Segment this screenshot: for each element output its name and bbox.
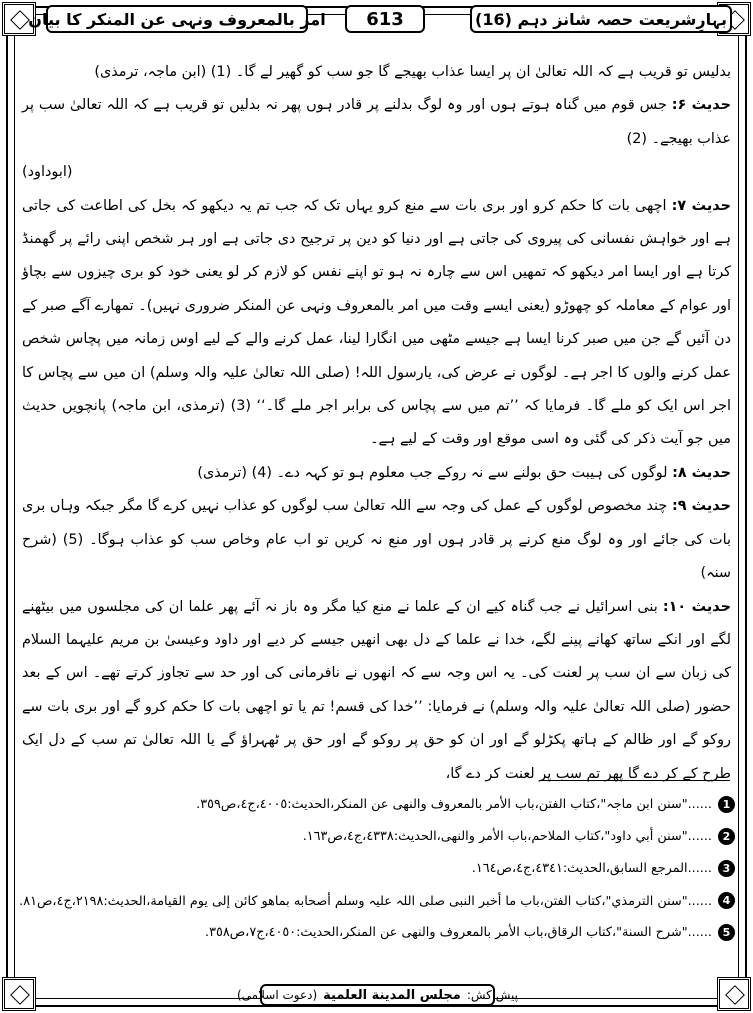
footnote-item xyxy=(30,820,735,852)
footnote-separator xyxy=(540,780,730,781)
corner-ornament xyxy=(2,977,36,1011)
corner-ornament xyxy=(717,977,751,1011)
footnote-text: ......"شرح السنة"،کتاب الرقاق،باب الأمر بالمعروف والنهی عن المنکر،الحدیث:٤٠٥٠،ج٧،ص٣٥٨. xyxy=(205,925,712,941)
footnotes xyxy=(19,788,735,949)
hadith-6 xyxy=(22,89,731,189)
footnote-text: ......"سنن الترمذي"،کتاب الفتن،باب ما أخبر النبی صلی اللہ علیہ وسلم أصحابه بماهو کائن إلی یوم القیامة،الحدیث:٢١٩٨،ج٤،ص٨١. xyxy=(19,893,712,909)
intro-reference: (ابن ماجہ، ترمذی) xyxy=(94,64,207,80)
hadith-6-text: جس قوم میں گناہ ہوتے ہوں اور وہ لوگ بدلنے پر قادر ہوں پھر نہ بدلیں تو قریب ہے کہ اللہ تعالیٰ سب پر عذاب بھیجے۔ (2) xyxy=(22,97,731,147)
hadith-9-text: چند مخصوص لوگوں کے عمل کی وجہ سے اللہ تعالیٰ سب لوگوں کو عذاب نہیں کرے گا مگر جبکہ وہاں بری بات کی جائے اور وہ لوگ منع کرنے پر قادر ہوں اور منع نہ کریں تو اب عام وخاص سب کو عذاب ہوگا۔ (5) xyxy=(22,498,731,548)
hadith-6-label: حدیث ۶: xyxy=(671,97,731,114)
footnote-item xyxy=(30,852,735,884)
publisher-name: مجلس المدینة العلمیة xyxy=(323,987,461,1003)
hadith-10-label: حدیث ۱۰: xyxy=(662,598,731,615)
hadith-10 xyxy=(22,591,731,791)
footnote-text: ......المرجع السابق،الحدیث:٤٣٤١،ج٤،ص١٦٤. xyxy=(471,860,712,876)
hadith-8-text: لوگوں کی ہیبت حق بولنے سے نہ روکے جب معلوم ہو تو کہہ دے۔ (4) xyxy=(251,464,668,481)
hadith-7-reference: (ترمذی، ابن ماجہ) پانچویں حدیث میں جو آیت ذکر کی گئی وہ اسی موقع اور وقت کے لیے ہے۔ xyxy=(22,398,731,448)
hadith-6-reference: (ابوداود) xyxy=(22,164,73,181)
page-number: 613 xyxy=(366,8,404,30)
footnote-item xyxy=(30,917,735,949)
footnote-item xyxy=(30,788,735,820)
hadith-9-reference: (شرح سنہ) xyxy=(22,531,731,582)
footnote-number: 2 xyxy=(718,828,735,845)
hadith-9 xyxy=(22,490,731,590)
book-title: بہارِشریعت حصہ شانز دہم (16) xyxy=(475,9,727,29)
book-title-header xyxy=(470,5,732,33)
footnote-text: ......"سنن ابن ماجہ"،کتاب الفتن،باب الأمر بالمعروف والنهی عن المنکر،الحدیث:٤٠٠٥،ج٤،ص٣٥٩. xyxy=(196,797,712,813)
hadith-9-label: حدیث ۹: xyxy=(671,498,731,515)
hadith-8-label: حدیث ۸: xyxy=(672,464,731,481)
intro-paragraph xyxy=(22,56,731,89)
hadith-7-text: اچھی بات کا حکم کرو اور بری بات سے منع کرو یہاں تک کہ جب تم یہ دیکھو کہ بخل کی اطاعت کی جاتی ہے اور خواہش نفسانی کی پیروی کی جاتی ہے اور دنیا کو دین پر ترجیح دی جاتی ہے اور ہر شخص اپنی رائے پر گھمنڈ کرتا ہے اور ایسا امر دیکھو کہ تمھیں اس سے چارہ نہ ہو تو اپنے نفس کو لازم کر لو یعنی خود کو بری چیزوں سے بچاؤ اور عوام کے معاملہ کو چھوڑو (یعنی ایسے وقت میں امر بالمعروف ونہی عن المنکر ضروری نہیں)۔ تمھارے آگے صبر کے دن آئیں گے جن میں صبر کرنا ایسا ہے جیسے مٹھی میں انگارا لینا، عمل کرنے والے کے لیے اوس زمانہ میں پچاس شخص عمل کرنے والوں کا اجر ہے۔ لوگوں نے عرض کی، یارسول اللہ! (صلی اللہ تعالیٰ علیہ والہ وسلم) ان میں سے پچاس کا اجر اس ایک کو ملے گا۔ فرمایا کہ ’’تم میں سے پچاس کی برابر اجر ملے گا۔‘‘ (3) xyxy=(22,197,731,415)
footnote-number: 5 xyxy=(718,924,735,941)
hadith-8 xyxy=(22,457,731,490)
publisher-footer xyxy=(237,984,518,1006)
publisher-suffix: (دعوت اسلامی) xyxy=(237,988,318,1002)
page-number-box xyxy=(345,5,425,33)
footer-prefix: پیش کش: xyxy=(466,988,518,1002)
hadith-7 xyxy=(22,190,731,457)
hadith-8-reference: (ترمذی) xyxy=(197,464,248,481)
hadith-10-text: بنی اسرائیل نے جب گناہ کیے ان کے علما نے منع کیا مگر وہ باز نہ آئے پھر علما ان کی مجلسوں میں بیٹھنے لگے اور انکے ساتھ کھانے پینے لگے، خدا نے علما کے دل بھی انھیں جیسے کر دیے اور داود وعیسیٰ بن مریم علیہما السلام کی زبان سے ان سب پر لعنت کی۔ یہ اس وجہ سے کہ انھوں نے نافرمانی کی اور حد سے تجاوز کرتے تھے۔ اس کے بعد حضور (صلی اللہ تعالیٰ علیہ والہ وسلم) نے فرمایا: ’’خدا کی قسم! تم یا تو اچھی بات کا حکم کرو گے اور بری بات سے روکو گے اور ظالم کے ہاتھ پکڑلو گے اور ان کو حق پر روکو گے اور حق پر ٹھہراؤ گے یا اللہ تعالیٰ تم سب کے دل ایک طرح کے کر دے گا پھر تم سب پر لعنت کر دے گا، xyxy=(22,598,731,782)
intro-text: بدلیس تو قریب ہے کہ اللہ تعالیٰ ان پر ایسا عذاب بھیجے گا جو سب کو گھیر لے گا۔ (1) xyxy=(210,64,731,80)
footnote-text: ......"سنن أبي داود"،کتاب الملاحم،باب الأمر والنهی،الحدیث:٤٣٣٨،ج٤،ص١٦٣. xyxy=(302,828,712,844)
chapter-title: امر بالمعروف ونہی عن المنکر کا بیان xyxy=(28,9,326,29)
footnote-number: 3 xyxy=(718,860,735,877)
hadith-7-label: حدیث ۷: xyxy=(671,197,731,214)
chapter-title-header xyxy=(28,5,326,33)
main-text xyxy=(22,56,731,791)
footnote-item xyxy=(19,885,735,917)
footnote-number: 1 xyxy=(718,796,735,813)
footnote-number: 4 xyxy=(718,892,735,909)
